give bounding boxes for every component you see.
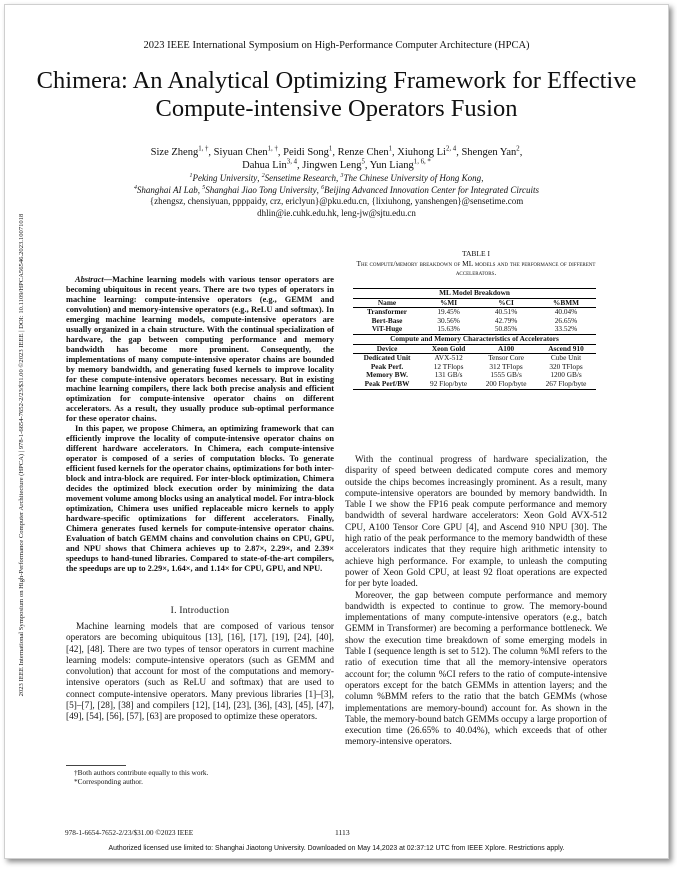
table-cell: 1200 GB/s bbox=[550, 370, 582, 380]
affiliations: $^1$Peking University, $^2$Sensetime Research, $^3$The Chinese University of Hong Kong, $^4$Shanghai AI Lab, $^5$Shanghai Jiao Tong University, $^6$Beijing Advanced Innovation Center for Integrated Circuits {zhengsz, chensiyuan, ppppaidy, crz, ericlyun}@pku.edu.cn, {lixiuhong, yanshengen}@sensetime.com dhlin@ie.cuhk.edu.hk, leng-jw@sjtu.edu.cn bbox=[134, 173, 539, 218]
table-header-cell: Xeon Gold bbox=[421, 344, 476, 354]
body-paragraph: Moreover, the gap between compute performance and memory bandwidth is expected to continue to grow. The memory-bound implementations of many compute-intensive operators (e.g., batch GEMM in Transformer) are becoming a performance bottleneck. We show the execution time breakdown of some emerging models in Table I (sequence length is set to 512). The column %MI refers to the ratio of execution time that all the memory-intensive operators account for; the column %CI refers to the ratio of compute-intensive operators except for the batch GEMMs in attention layers; and the column %BMM refers to the ratio that the batch GEMMs (whose implementations are memory-bound) account for. As shown in the Table, the memory-bound batch GEMMs occupy a large proportion of execution time (26.65% to 40.04%), which exceeds that of other memory-intensive operators. bbox=[345, 590, 607, 748]
table-cell: 40.04% bbox=[554, 307, 578, 317]
table-cell: Cube Unit bbox=[550, 353, 582, 363]
affiliation: $^5$Shanghai Jiao Tong University bbox=[202, 184, 317, 195]
table-cell: 312 TFlops bbox=[489, 361, 523, 371]
table-cell: ViT-Huge bbox=[371, 324, 403, 334]
abstract-paragraph: Abstract—Machine learning models with various tensor operators are becoming ubiquitous in recent years. There are two types of operators in machine learning: compute-intensive operators (e.g., GEMM and convolution) and memory-intensive operators (e.g., ReLU and softmax). In emerging machine learning models, compute-intensive operators are usually organized in a chain structure. With the continual specialization of hardware, the gap between computing performance and memory bandwidth has become more prominent. Consequently, the implementations of many compute-intensive operator chains are bounded by memory bandwidth, and generating fused kernels to improve locality for these compute-intensive operators becomes necessary. But in existing machine learning compilers, there lack both precise analysis and efficient optimization for compute-intensive operator chains on different accelerators. As a result, they usually produce sub-optimal performance for these operator chains. bbox=[66, 275, 334, 424]
table-header-cell: Name bbox=[353, 298, 421, 308]
table-cell: 131 GB/s bbox=[434, 370, 463, 380]
paper-page bbox=[4, 4, 669, 859]
table-cell: Bert-Base bbox=[371, 315, 403, 325]
table-cell: 26.65% bbox=[554, 315, 578, 325]
table-cell: Peak Perf/BW bbox=[353, 380, 421, 389]
affiliation: $^3$The Chinese University of Hong Kong bbox=[340, 173, 482, 183]
affiliation: $^4$Shanghai AI Lab bbox=[134, 184, 198, 195]
table-number: TABLE I bbox=[462, 249, 490, 258]
table-cell: 50.85% bbox=[494, 324, 518, 334]
table-row bbox=[353, 380, 596, 389]
affiliation: $^6$Beijing Advanced Innovation Center for Integrated Circuits bbox=[321, 184, 539, 195]
table-header-cell: %BMM bbox=[536, 298, 596, 308]
footnote: *Corresponding author. bbox=[74, 777, 143, 787]
table-cell: 1555 GB/s bbox=[490, 370, 522, 380]
table-group-header: ML Model Breakdown bbox=[353, 289, 596, 299]
table-group-header: Compute and Memory Characteristics of Accelerators bbox=[353, 334, 596, 344]
doi-sidebar-text: 2023 IEEE International Symposium on High-Performance Computer Architecture (HPCA) | 978-1-6654-7652-2/23/$31.00 ©2023 IEEE | DOI: 10.1109/HPCA56546.2023.10071018 bbox=[18, 213, 25, 697]
table-cell: 40.51% bbox=[494, 307, 518, 317]
table-header-cell: %MI bbox=[421, 298, 476, 308]
table-cell: 92 Flop/byte bbox=[421, 380, 476, 389]
table-cell: Tensor Core bbox=[488, 353, 524, 363]
conference-header: 2023 IEEE International Symposium on High-Performance Computer Architecture (HPCA) bbox=[143, 40, 530, 51]
table-cell: AVX-512 bbox=[434, 353, 463, 363]
table-cell: 320 TFlops bbox=[549, 361, 583, 371]
author: Peidi Song$^1$ bbox=[283, 145, 333, 158]
abstract-paragraph: In this paper, we propose Chimera, an optimizing framework that can efficiently improve the locality of compute-intensive operator chains on different hardware accelerators. In Chimera, each compute-intensive operator is composed of a series of computation blocks. To generate efficient fused kernels for the operator chains, optimizations for both inter-block and intra-block are required. For inter-block optimization, Chimera decides the optimized block execution order by minimizing the data movement volume among blocks using an analytical model. For intra-block optimization, Chimera uses unified replaceable micro kernels to apply hardware-specific optimizations for different accelerators. Finally, Chimera generates fused kernels for compute-intensive operator chains. Evaluation of batch GEMM chains and convolution chains on CPU, GPU, and NPU shows that Chimera achieves up to 2.87×, 2.29×, and 2.39× speedups to hand-tuned libraries. Compared to state-of-the-art compilers, the speedups are up to 2.29×, 1.64×, and 1.14× for CPU, GPU, and NPU. bbox=[66, 424, 334, 573]
table-header-cell: %CI bbox=[476, 298, 536, 308]
table-cell: 42.79% bbox=[494, 315, 518, 325]
abstract bbox=[66, 275, 334, 574]
abstract-label: Abstract bbox=[75, 275, 104, 284]
author: Size Zheng$^{1, \dagger}$ bbox=[150, 145, 209, 158]
body-paragraph: With the continual progress of hardware specialization, the disparity of speed between dedicated compute cores and memory outside the chips becomes increasingly prominent. As a result, many compute-intensive operators are bounded by memory bandwidth. In Table I we show the FP16 peak compute performance and memory bandwidth of several hardware accelerators: Xeon Gold AVX-512 CPU, A100 Tensor Core GPU [4], and Ascend 910 NPU [30]. The high ratio of the peak performance to the memory bandwidth of these accelerators indicates that they require high arithmetic intensity to achieve high performance. For example, to unleash the computing power of Xeon Gold CPU, at least 92 float operations are expected for per byte loaded. bbox=[345, 455, 607, 590]
table-cell: Transformer bbox=[367, 307, 408, 317]
footnotes bbox=[66, 765, 334, 787]
right-column-text bbox=[345, 455, 607, 749]
footnote: †Both authors contribute equally to this work. bbox=[74, 768, 209, 777]
table-cell: 200 Flop/byte bbox=[476, 380, 536, 389]
affiliation: $^2$Sensetime Research bbox=[261, 173, 337, 183]
table-header-cell: Ascend 910 bbox=[536, 344, 596, 354]
section-heading: I. Introduction bbox=[170, 606, 230, 616]
intro-paragraph: Machine learning models that are composed of various tensor operators are becoming ubiquitous [13], [16], [17], [19], [24], [40], [42], [48]. There are two types of tensor operators in current machine learning models: compute-intensive operators (such as GEMM and convolution) that account for most of the computations and memory-intensive operators (such as ReLU and softmax) that are used to connect compute-intensive operators. Many previous libraries [1]–[3], [5]–[7], [28], [38] and compilers [12], [14], [23], [36], [43], [45], [47], [49], [54], [56], [57], [63] are proposed to optimize these operators. bbox=[66, 622, 334, 723]
email-line: dhlin@ie.cuhk.edu.hk, leng-jw@sjtu.edu.cn bbox=[257, 207, 416, 218]
table-cell: 267 Flop/byte bbox=[536, 380, 596, 389]
license-notice: Authorized licensed use limited to: Shanghai Jiaotong University. Downloaded on May 14,2023 at 02:37:12 UTC from IEEE Xplore. Restrictions apply. bbox=[108, 845, 565, 852]
affiliation: $^1$Peking University bbox=[189, 173, 258, 183]
table-cell: Memory BW. bbox=[366, 370, 408, 380]
introduction bbox=[66, 622, 334, 724]
table-cell: 33.52% bbox=[554, 324, 578, 334]
author: Xiuhong Li$^{2, 4}$ bbox=[397, 145, 457, 158]
author: Shengen Yan$^2$ bbox=[461, 145, 520, 158]
table-cell: Dedicated Unit bbox=[363, 353, 411, 363]
table-header-cell: Device bbox=[353, 344, 421, 354]
copyright-footer: 978-1-6654-7652-2/23/$31.00 ©2023 IEEE bbox=[65, 828, 194, 837]
page-number: 1113 bbox=[335, 828, 350, 837]
table-cell: Peak Perf. bbox=[370, 361, 404, 371]
author: Yun Liang$^{1, 6, *}$ bbox=[369, 158, 431, 171]
author: Jingwen Leng$^5$ bbox=[302, 158, 365, 171]
table-caption-text: The compute/memory breakdown of ML models and the performance of different accelerators. bbox=[356, 258, 596, 277]
paper-title: Chimera: An Analytical Optimizing Framework for Effective Compute-intensive Operators Fusion bbox=[36, 67, 637, 122]
doi-sidebar bbox=[18, 125, 30, 785]
email-line: {zhengsz, chensiyuan, ppppaidy, crz, ericlyun}@pku.edu.cn, {lixiuhong, yanshengen}@sensetime.com bbox=[149, 196, 524, 206]
author: Renze Chen$^1$ bbox=[337, 145, 393, 158]
author: Dahua Lin$^{3, 4}$ bbox=[242, 158, 298, 171]
author-list: Size Zheng$^{1, \dagger}$, Siyuan Chen$^{1, \dagger}$, Peidi Song$^1$, Renze Chen$^1$, Xiuhong Li$^{2, 4}$, Shengen Yan$^2$, Dahua Lin$^{3, 4}$, Jingwen Leng$^5$, Yun Liang$^{1, 6, *}$ bbox=[150, 145, 523, 171]
table-cell: 30.56% bbox=[437, 315, 460, 325]
table-cell: 15.63% bbox=[437, 324, 460, 334]
author: Siyuan Chen$^{1, \dagger}$ bbox=[213, 145, 278, 158]
table-header-cell: A100 bbox=[476, 344, 536, 354]
table-caption bbox=[345, 249, 607, 278]
breakdown-table bbox=[353, 288, 596, 390]
table-cell: 19.45% bbox=[437, 307, 460, 317]
table-cell: 12 TFlops bbox=[433, 361, 464, 371]
